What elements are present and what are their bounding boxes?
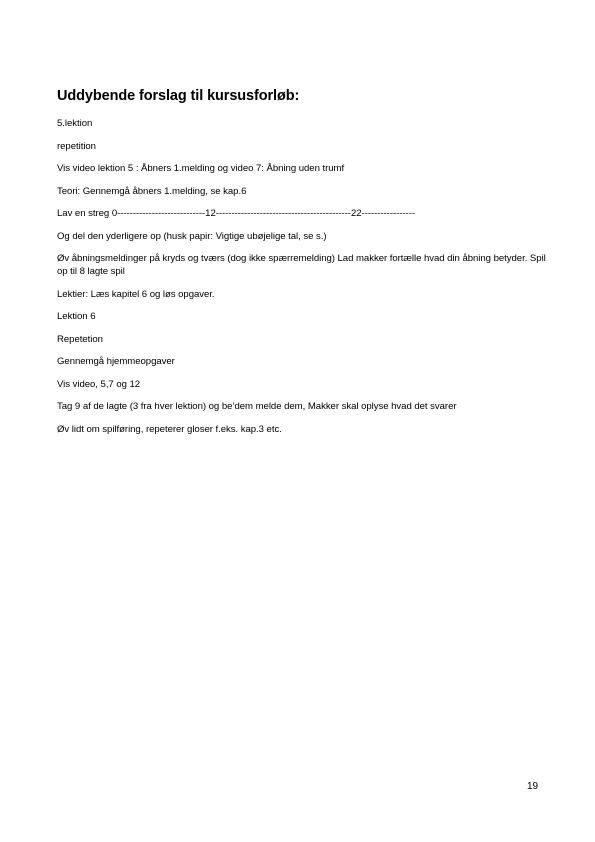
document-heading: Uddybende forslag til kursusforløb: (57, 88, 300, 104)
paragraph-repetition: repetition (57, 140, 96, 152)
paragraph-show-videos: Vis video, 5,7 og 12 (57, 378, 141, 390)
paragraph-video: Vis video lektion 5 : Åbners 1.melding og video 7: Åbning uden trumf (57, 163, 345, 174)
paragraph-divide: Og del den yderligere op (husk papir: Vigtige ubøjelige tal, se s.) (57, 230, 327, 242)
paragraph-lesson-5: 5.lektion (57, 118, 93, 129)
paragraph-theory: Teori: Gennemgå åbners 1.melding, se kap.6 (57, 185, 247, 197)
paragraph-repetetion: Repetetion (57, 333, 103, 345)
document-body (57, 86, 547, 445)
page-number: 19 (527, 781, 539, 792)
paragraph-take-hands: Tag 9 af de lagte (3 fra hver lektion) og be’dem melde dem, Makker skal oplyse hvad det svarer (57, 401, 457, 412)
paragraph-homework: Lektier: Læs kapitel 6 og løs opgaver. (57, 288, 215, 300)
paragraph-number-line: Lav en streg 0----------------------------12-------------------------------------------22----------------- (57, 208, 415, 219)
paragraph-lesson-6: Lektion 6 (57, 311, 96, 322)
paragraph-practice-openings: Øv åbningsmeldinger på kryds og tværs (dog ikke spærremelding) Lad makker fortælle hvad din åbning betyder. Spil op til 8 lagte spil (57, 253, 546, 277)
paragraph-practice-play: Øv lidt om spilføring, repeterer gloser f.eks. kap.3 etc. (57, 423, 282, 435)
paragraph-review-homework: Gennemgå hjemmeopgaver (57, 356, 175, 367)
